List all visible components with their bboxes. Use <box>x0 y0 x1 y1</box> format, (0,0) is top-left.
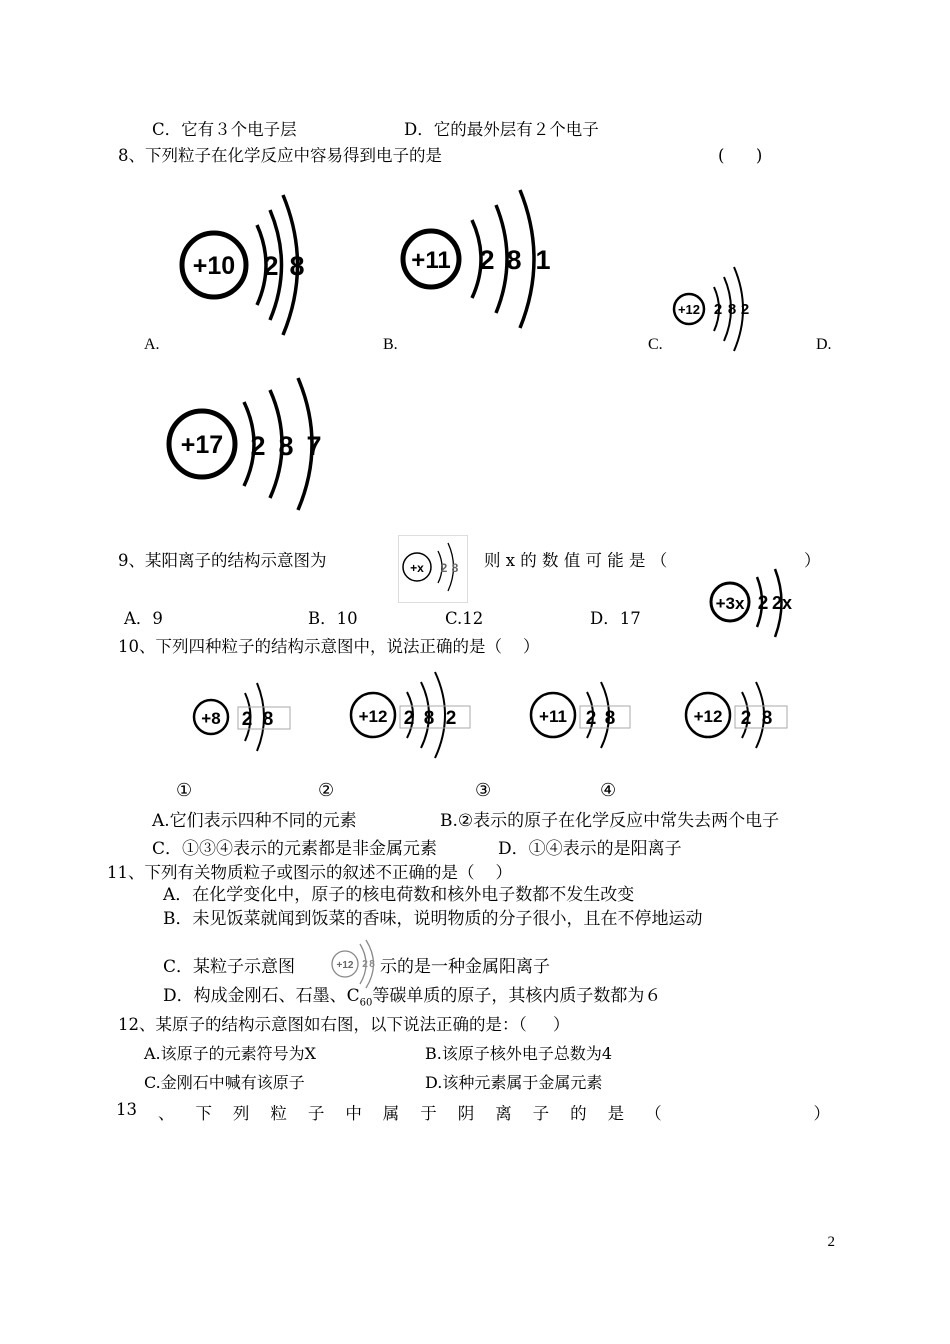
q7-option-c: C．它有３个电子层 <box>152 120 297 139</box>
shell-electrons: 2 <box>479 245 495 275</box>
shell-electrons: 2x <box>771 593 793 613</box>
nucleus-charge: +3x <box>715 594 745 613</box>
q8-label-b: B. <box>383 336 398 353</box>
q8-atom-a-diagram <box>165 180 320 340</box>
q12-option-c: C.金刚石中喊有该原子 <box>144 1073 305 1092</box>
q11-particle-diagram <box>326 938 384 990</box>
shell-electrons: 2 <box>403 708 415 729</box>
shell-electrons: 8 <box>278 431 294 461</box>
shell-electrons: 8 <box>369 959 375 970</box>
q8-atom-b-diagram <box>398 175 558 340</box>
q8-label-c: C. <box>648 336 663 353</box>
shell-electrons: 1 <box>535 245 551 275</box>
shell-electrons: 2 <box>250 431 266 461</box>
shell-electrons: 2 <box>740 708 752 729</box>
q10-number-4: ④ <box>600 780 617 801</box>
q10-option-b: B.②表示的原子在化学反应中常失去两个电子 <box>440 811 780 831</box>
nucleus-charge: +11 <box>411 247 451 274</box>
nucleus-charge: +12 <box>677 302 701 317</box>
q8-label-d: D. <box>816 336 832 353</box>
shell-electrons: 8 <box>604 708 616 729</box>
q9-ion-diagram <box>398 535 468 603</box>
shell-electrons: 2 <box>440 561 448 575</box>
q8-label-a: A. <box>144 336 160 353</box>
q12-option-d: D.该种元素属于金属元素 <box>425 1073 603 1092</box>
nucleus-charge: +17 <box>180 431 224 459</box>
q8-answer-paren: ( ) <box>718 146 763 165</box>
q13-stem: 13 、 下 列 粒 子 中 属 于 阴 离 子 的 是 （ ） <box>116 1100 830 1123</box>
q10-number-1: ① <box>176 780 193 801</box>
nucleus-charge: +12 <box>693 707 723 726</box>
q11-option-b: B．未见饭菜就闻到饭菜的香味，说明物质的分子很小，且在不停地运动 <box>163 909 703 929</box>
shell-electrons: 2 <box>362 959 368 970</box>
q9-option-d: D．17 <box>590 609 641 628</box>
q11-option-a: A．在化学变化中，原子的核电荷数和核外电子数都不发生改变 <box>163 885 635 905</box>
q12-reference-diagram <box>705 565 795 645</box>
nucleus-charge: +12 <box>336 960 354 971</box>
shell-electrons: 8 <box>423 708 435 729</box>
q8-stem: 8、下列粒子在化学反应中容易得到电子的是 <box>118 146 442 165</box>
nucleus-charge: +11 <box>539 707 567 726</box>
q12-stem: 12、某原子的结构示意图如右图，以下说法正确的是：（ ） <box>118 1015 570 1034</box>
q9-stem: 9、某阳离子的结构示意图为 <box>118 551 327 570</box>
q10-option-c: C．①③④表示的元素都是非金属元素 <box>152 839 438 859</box>
q8-atom-c-diagram <box>668 262 758 354</box>
shell-electrons: 2 <box>740 301 750 318</box>
q11-option-c-start: C．某粒子示意图 <box>163 957 296 977</box>
q11-option-c-end: 示的是一种金属阳离子 <box>380 957 550 977</box>
q11-option-d: D．构成金刚石、石墨、$C_{60}$等碳单质的原子，其核内质子数都为６ <box>163 986 662 1009</box>
q9-option-a: A．9 <box>124 609 163 628</box>
shell-electrons: 2 <box>241 709 253 730</box>
q9-paren-close: ） <box>804 551 821 570</box>
shell-electrons: 8 <box>727 301 737 318</box>
q11-stem: 11、下列有关物质粒子或图示的叙述不正确的是（ ） <box>107 863 512 882</box>
q9-option-b: B．10 <box>308 609 358 628</box>
shell-electrons: 8 <box>761 708 773 729</box>
q10-option-d: D．①④表示的是阳离子 <box>498 839 682 859</box>
shell-electrons: 7 <box>306 431 322 461</box>
q10-atom-2-diagram <box>345 670 475 760</box>
q8-atom-d-diagram <box>152 372 332 522</box>
shell-electrons: 2 <box>263 251 279 281</box>
shell-electrons: 8 <box>289 251 305 281</box>
shell-electrons: 2 <box>445 708 457 729</box>
q10-number-2: ② <box>318 780 335 801</box>
shell-electrons: 2 <box>585 708 597 729</box>
q9-stem-tail: 则 x 的 数 值 可 能 是 （ <box>484 551 668 570</box>
q12-option-b: B.该原子核外电子总数为4 <box>425 1044 613 1063</box>
q12-option-a: A.该原子的元素符号为X <box>144 1044 317 1063</box>
q10-number-3: ③ <box>475 780 492 801</box>
q10-option-a: A.它们表示四种不同的元素 <box>152 811 357 831</box>
nucleus-charge: +8 <box>201 709 221 728</box>
nucleus-charge: +12 <box>358 707 388 726</box>
q9-option-c: C.12 <box>445 609 484 628</box>
nucleus-charge: +x <box>410 561 424 575</box>
q10-atom-3-diagram <box>525 670 635 760</box>
q10-atom-4-diagram <box>680 670 790 760</box>
page-number: 2 <box>827 1234 835 1250</box>
shell-electrons: 8 <box>262 709 274 730</box>
shell-electrons: 2 <box>713 301 723 318</box>
q7-option-d: D．它的最外层有２个电子 <box>404 120 599 139</box>
shell-electrons: 8 <box>506 245 522 275</box>
shell-electrons: 2 <box>757 593 769 614</box>
nucleus-charge: +10 <box>192 252 236 280</box>
q10-stem: 10、下列四种粒子的结构示意图中，说法正确的是（ ） <box>118 637 540 656</box>
q10-atom-1-diagram <box>190 675 300 760</box>
shell-electrons: 8 <box>451 561 459 575</box>
